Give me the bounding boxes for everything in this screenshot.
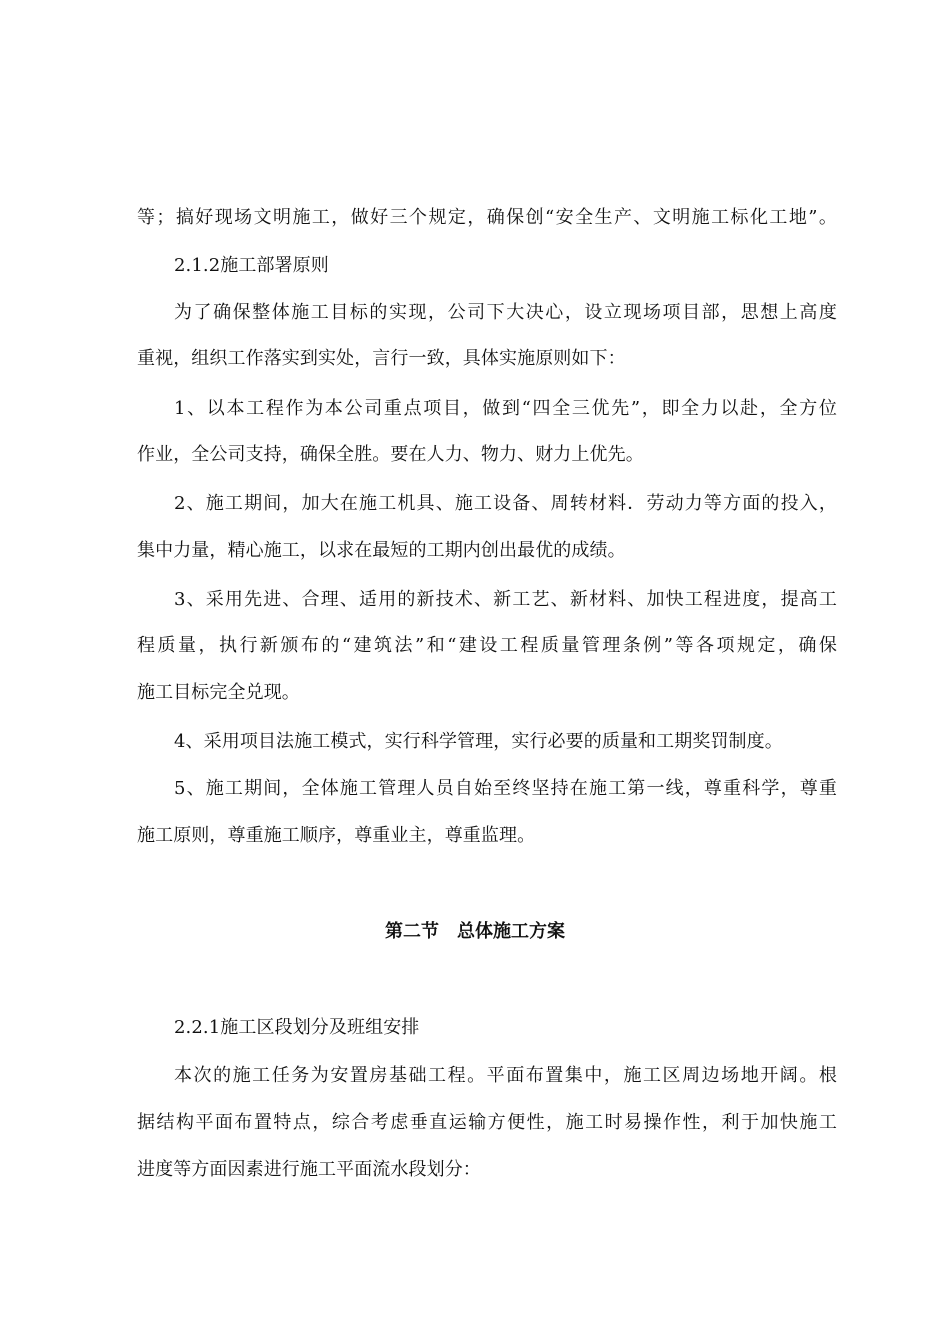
paragraph-line: 据结构平面布置特点，综合考虑垂直运输方便性，施工时易操作性，利于加快施工 <box>137 1112 837 1133</box>
list-item-3-line: 程质量，执行新颁布的“建筑法”和“建设工程质量管理条例”等各项规定，确保 <box>137 635 837 656</box>
list-item-1-line: 作业，全公司支持，确保全胜。要在人力、物力、财力上优先。 <box>137 444 644 465</box>
list-item-4-line: 4、采用项目法施工模式，实行科学管理，实行必要的质量和工期奖罚制度。 <box>174 731 783 752</box>
paragraph-line: 重视，组织工作落实到实处，言行一致，具体实施原则如下： <box>137 348 626 369</box>
section-heading: 第二节 总体施工方案 <box>385 921 565 942</box>
list-item-5-line: 施工原则，尊重施工顺序，尊重业主，尊重监理。 <box>137 825 536 846</box>
list-item-5-line: 5、施工期间，全体施工管理人员自始至终坚持在施工第一线，尊重科学，尊重 <box>174 778 837 799</box>
paragraph-line: 进度等方面因素进行施工平面流水段划分： <box>137 1159 481 1180</box>
subsection-heading-2-1-2: 2.1.2施工部署原则 <box>174 255 329 276</box>
list-item-2-line: 2、施工期间，加大在施工机具、施工设备、周转材料．劳动力等方面的投入， <box>174 493 837 514</box>
list-item-2-line: 集中力量，精心施工，以求在最短的工期内创出最优的成绩。 <box>137 540 626 561</box>
paragraph-continuation-line: 等；搞好现场文明施工，做好三个规定，确保创“安全生产、文明施工标化工地”。 <box>137 207 837 228</box>
list-item-3-line: 3、采用先进、合理、适用的新技术、新工艺、新材料、加快工程进度，提高工 <box>174 589 837 610</box>
list-item-1-line: 1、以本工程作为本公司重点项目，做到“四全三优先”，即全力以赴，全方位 <box>174 398 837 419</box>
subsection-heading-2-2-1: 2.2.1施工区段划分及班组安排 <box>174 1017 420 1038</box>
paragraph-line: 为了确保整体施工目标的实现，公司下大决心，设立现场项目部，思想上高度 <box>174 302 837 323</box>
list-item-3-line: 施工目标完全兑现。 <box>137 682 300 703</box>
paragraph-line: 本次的施工任务为安置房基础工程。平面布置集中，施工区周边场地开阔。根 <box>174 1065 837 1086</box>
